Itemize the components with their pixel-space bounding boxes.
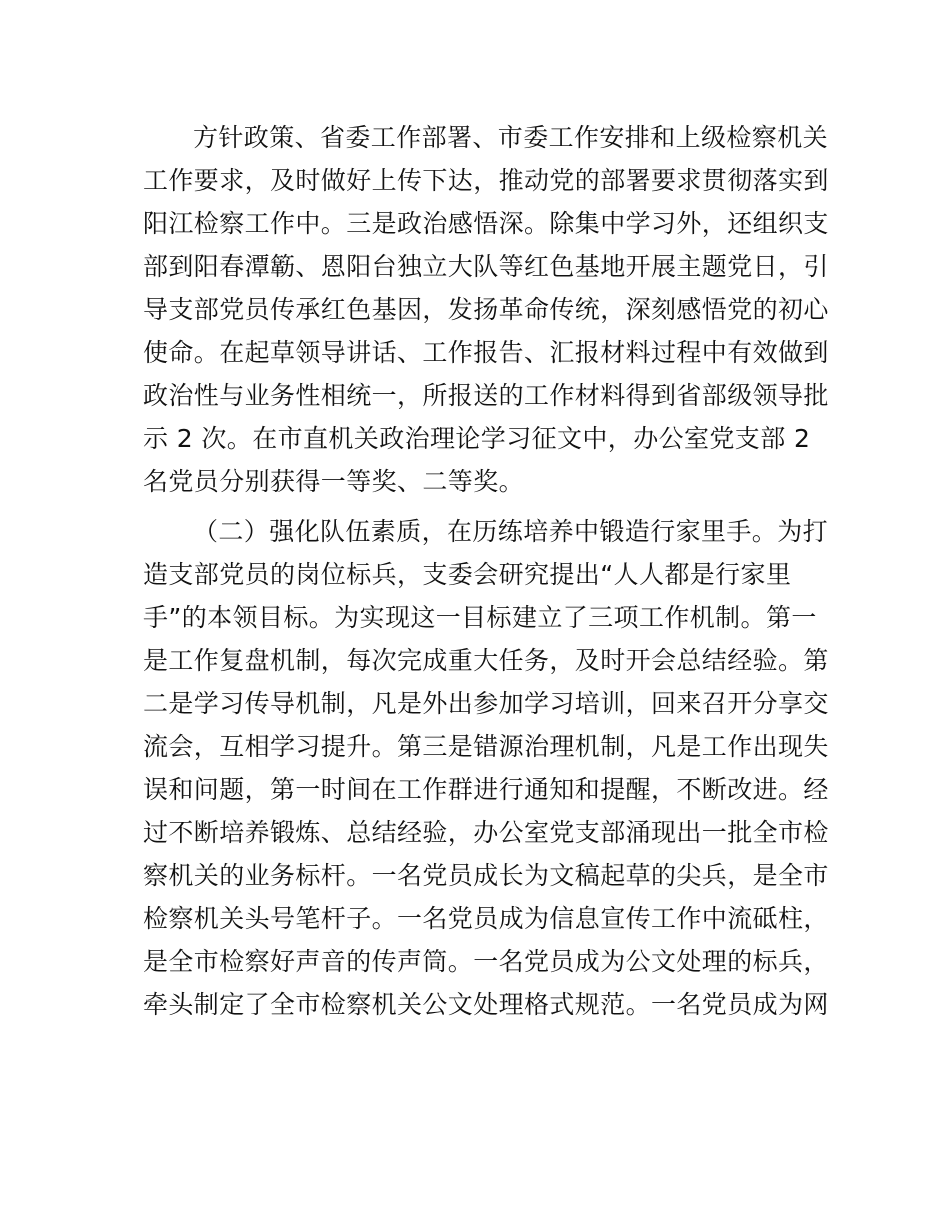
text-line: 检察机关头号笔杆子。一名党员成为信息宣传工作中流砥柱，	[143, 904, 829, 933]
text-line: 是工作复盘机制，每次完成重大任务，及时开会总结经验。第	[143, 646, 829, 675]
text-line: 示 2 次。在市直机关政治理论学习征文中，办公室党支部 2	[143, 424, 811, 453]
text-line: 是全市检察好声音的传声筒。一名党员成为公文处理的标兵，	[143, 947, 829, 976]
text-line: 误和问题，第一时间在工作群进行通知和提醒，不断改进。经	[143, 775, 829, 804]
text-line: 流会，互相学习提升。第三是错源治理机制，凡是工作出现失	[143, 732, 829, 761]
text-line: 阳江检察工作中。三是政治感悟深。除集中学习外，还组织支	[143, 209, 829, 238]
text-line: 牵头制定了全市检察机关公文处理格式规范。一名党员成为网	[143, 990, 829, 1019]
text-line: 造支部党员的岗位标兵，支委会研究提出“人人都是行家里	[143, 560, 792, 589]
text-line: 方针政策、省委工作部署、市委工作安排和上级检察机关	[193, 123, 829, 152]
text-line: 使命。在起草领导讲话、工作报告、汇报材料过程中有效做到	[143, 338, 829, 367]
text-line: 过不断培养锻炼、总结经验，办公室党支部涌现出一批全市检	[143, 818, 829, 847]
section-heading-line: （二）强化队伍素质，在历练培养中锻造行家里手。为打	[193, 517, 829, 546]
text-line: 名党员分别获得一等奖、二等奖。	[143, 467, 525, 496]
text-line: 工作要求，及时做好上传下达，推动党的部署要求贯彻落实到	[143, 166, 829, 195]
text-line: 手”的本领目标。为实现这一目标建立了三项工作机制。第一	[143, 603, 817, 632]
text-line: 二是学习传导机制，凡是外出参加学习培训，回来召开分享交	[143, 689, 829, 718]
text-line: 察机关的业务标杆。一名党员成长为文稿起草的尖兵，是全市	[143, 861, 829, 890]
text-line: 政治性与业务性相统一，所报送的工作材料得到省部级领导批	[143, 381, 829, 410]
text-line: 导支部党员传承红色基因，发扬革命传统，深刻感悟党的初心	[143, 295, 829, 324]
text-line: 部到阳春潭簕、恩阳台独立大队等红色基地开展主题党日，引	[143, 252, 829, 281]
